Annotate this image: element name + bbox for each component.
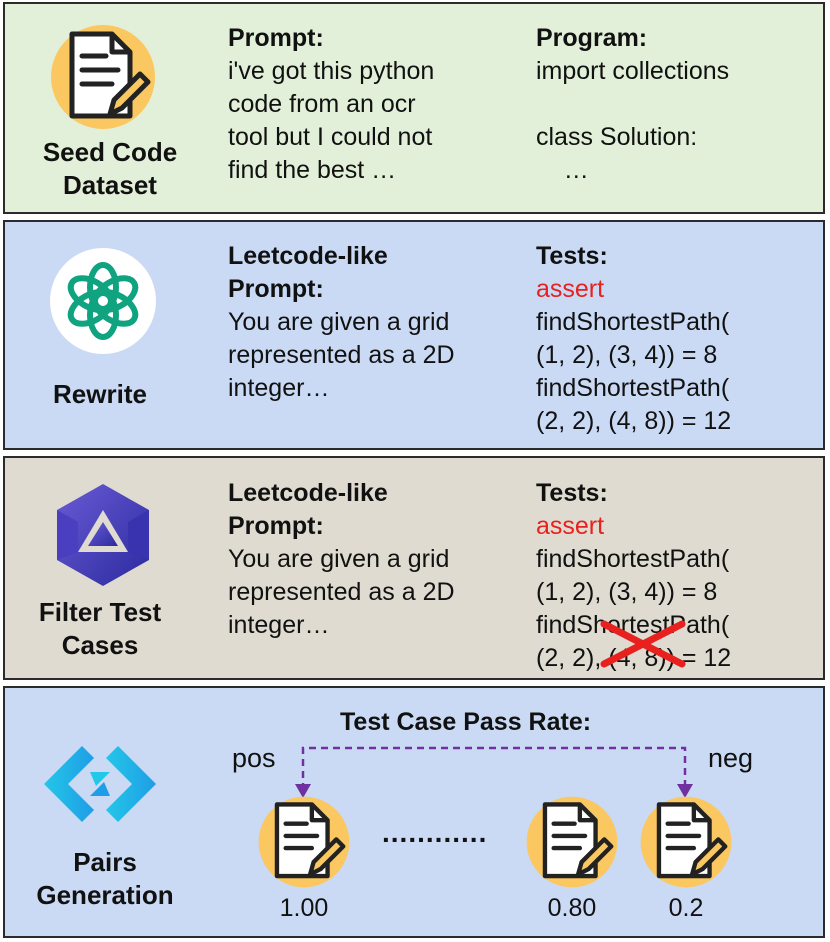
pass-rate-value: 0.2: [668, 894, 704, 922]
seed-prompt-line: i've got this python: [228, 57, 435, 85]
rewrite-prompt-block: [228, 240, 455, 405]
seed-program-title: Program:: [536, 24, 648, 52]
seed-prompt-line: tool but I could not: [228, 123, 433, 151]
rewrite-test-line: (1, 2), (3, 4)) = 8: [536, 341, 718, 369]
rewrite-test-line: findShortestPath(: [536, 308, 730, 336]
filter-prompt-title: Prompt:: [228, 512, 324, 540]
rewrite-test-line: findShortestPath(: [536, 374, 730, 402]
pass-rate-value: 0.80: [547, 894, 597, 922]
document-pen-icon: [256, 794, 352, 890]
seed-program-block: [536, 22, 729, 187]
seed-program-line: [536, 88, 729, 121]
seed-prompt-line: find the best …: [228, 156, 397, 184]
pairs-label-line2: Generation: [36, 880, 174, 910]
filter-test-line: (1, 2), (3, 4)) = 8: [536, 578, 718, 606]
rewrite-prompt-title: Leetcode-like: [228, 242, 388, 270]
seed-prompt-line: code from an ocr: [228, 90, 416, 118]
rewrite-tests-title: Tests:: [536, 242, 608, 270]
filter-tests-title: Tests:: [536, 479, 608, 507]
seed-prompt-title: Prompt:: [228, 24, 324, 52]
seed-program-line: …: [536, 156, 589, 184]
rewrite-tests-block: [536, 240, 731, 438]
rewrite-assert-keyword: assert: [536, 275, 605, 303]
document-pen-icon: [638, 794, 734, 890]
filter-label-line1: Filter Test: [38, 597, 162, 627]
filter-prompt-title: Leetcode-like: [228, 479, 388, 507]
seed-program-line: class Solution:: [536, 123, 698, 151]
openai-logo-icon: [48, 246, 158, 356]
pass-rate-title: Test Case Pass Rate:: [340, 708, 592, 736]
seed-code-label: [10, 136, 210, 202]
removed-test-cross-icon: [598, 618, 688, 670]
ellipsis-dots: ............: [382, 817, 488, 848]
rewrite-test-line: (2, 2), (4, 8)) = 12: [536, 407, 732, 435]
rewrite-prompt-line: represented as a 2D: [228, 341, 455, 369]
rewrite-prompt-line: integer…: [228, 374, 330, 402]
seed-label-line1: Seed Code: [42, 137, 178, 167]
rewrite-prompt-title: Prompt:: [228, 275, 324, 303]
filter-prompt-line: integer…: [228, 611, 330, 639]
filter-test-line: findShortestPath(: [536, 611, 730, 639]
qwen-logo-icon: [48, 480, 158, 590]
seed-prompt-block: [228, 22, 434, 187]
seed-program-line: import collections: [536, 57, 730, 85]
filter-test-line: findShortestPath(: [536, 545, 730, 573]
filter-label: [0, 596, 200, 662]
link-icon: [30, 736, 170, 836]
filter-assert-keyword: assert: [536, 512, 605, 540]
filter-label-line2: Cases: [61, 630, 139, 660]
document-pen-icon: [48, 22, 158, 132]
rewrite-prompt-line: You are given a grid: [228, 308, 450, 336]
pairs-label-line1: Pairs: [73, 847, 137, 877]
rewrite-label: Rewrite: [53, 379, 147, 409]
filter-prompt-line: You are given a grid: [228, 545, 450, 573]
pair-bracket-arrow: [290, 740, 700, 800]
seed-label-line2: Dataset: [63, 170, 157, 200]
pairs-label: [5, 846, 205, 912]
pass-rate-value: 1.00: [279, 894, 329, 922]
pos-label: pos: [232, 743, 276, 773]
filter-prompt-block: [228, 477, 455, 642]
neg-label: neg: [708, 743, 754, 773]
filter-prompt-line: represented as a 2D: [228, 578, 455, 606]
filter-test-line: (2, 2), (4, 8)) = 12: [536, 644, 732, 672]
document-pen-icon: [524, 794, 620, 890]
